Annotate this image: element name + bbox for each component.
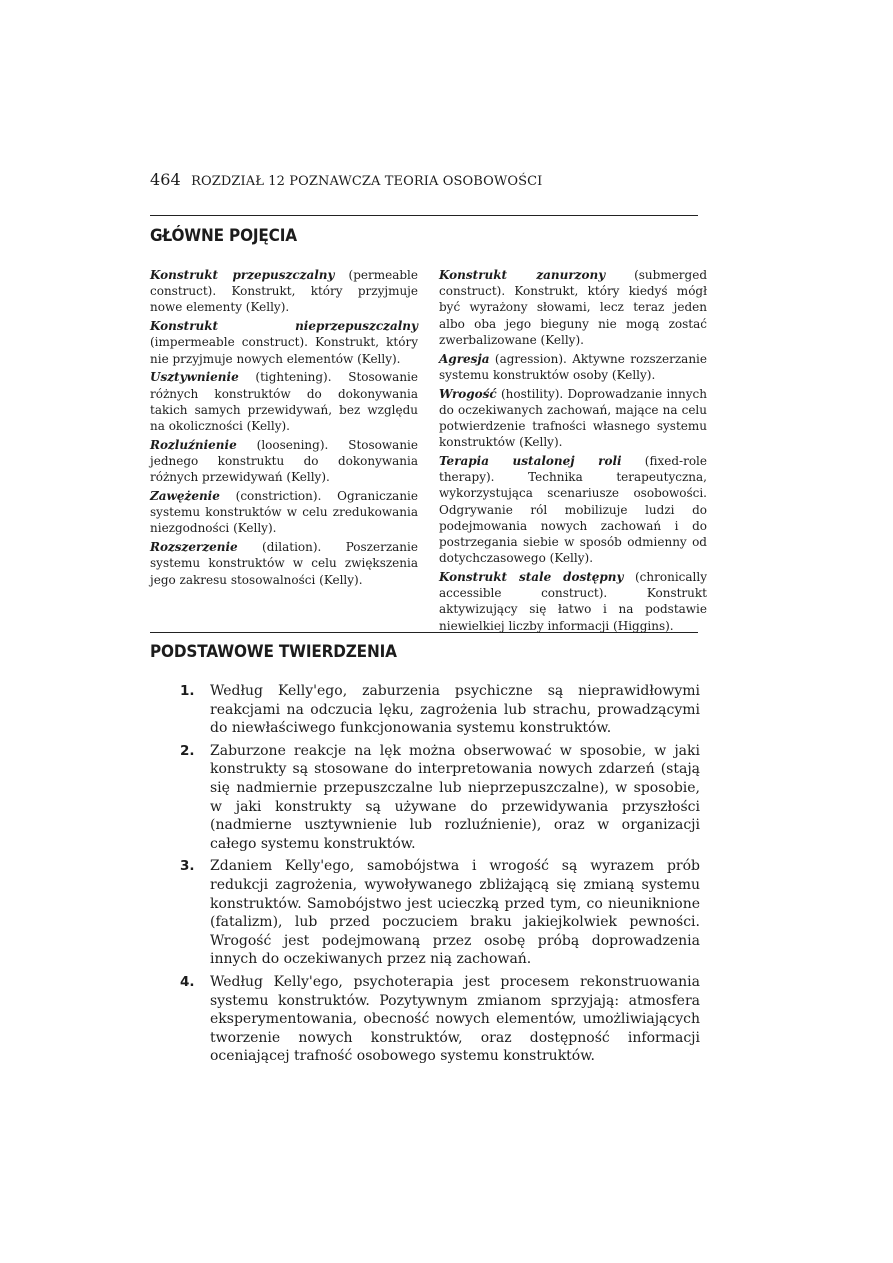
running-title: ROZDZIAŁ 12 POZNAWCZA TEORIA OSOBOWOŚCI xyxy=(191,174,543,189)
glossary-term: Rozluźnienie xyxy=(150,437,237,452)
glossary-entry xyxy=(439,386,707,451)
thesis-number: 3. xyxy=(180,858,195,875)
glossary-entry xyxy=(150,369,418,434)
glossary-left-column xyxy=(150,267,418,590)
glossary-definition: (permeable construct). Konstrukt, który przyjmuje nowe elementy (Kelly). xyxy=(150,268,418,315)
glossary-term: Konstrukt przepuszczalny xyxy=(150,268,335,282)
glossary-term: Agresja xyxy=(439,351,490,366)
glossary-term: Terapia ustalonej roli xyxy=(439,454,622,469)
page-number: 464 xyxy=(150,170,181,189)
glossary-definition: (submerged construct). Konstrukt, który kiedyś mógł być wyrażony słowami, lecz teraz jeden albo oba jego bieguny nie mogą zostać zwerbalizowane (Kelly). xyxy=(439,268,707,347)
thesis-text: Zaburzone reakcje na lęk można obserwować w sposobie, w jaki konstrukty są stosowane do interpretowania nowych zdarzeń (stają się nadmiernie przepuszczalne lub nieprzepuszczalne), w sposobie, w jaki konstrukty są używane do przewidywania przyszłości (nadmierne usztywnienie lub rozluźnienie), oraz w organizacji całego systemu konstruktów. xyxy=(210,742,700,852)
glossary-definition: (tightening). Stosowanie różnych konstruktów do dokonywania takich samych przewidywań, bez względu na okoliczności (Kelly). xyxy=(150,370,418,434)
glossary-term: Rozszerzenie xyxy=(150,540,238,555)
glossary-term: Wrogość xyxy=(439,386,497,401)
glossary-entry xyxy=(439,453,707,566)
thesis-number: 2. xyxy=(180,742,195,759)
glossary-term: Zawężenie xyxy=(150,489,220,504)
glossary-entry xyxy=(150,437,418,486)
glossary-heading: GŁÓWNE POJĘCIA xyxy=(150,226,297,246)
glossary-definition: (chronically accessible construct). Konstrukt aktywizujący się łatwo i na podstawie niewielkiej liczby informacji (Higgins). xyxy=(439,570,707,633)
glossary-definition: (constriction). Ograniczanie systemu konstruktów w celu zredukowania niezgodności (Kelly). xyxy=(150,489,418,536)
glossary-term: Konstrukt stale dostępny xyxy=(439,570,624,585)
glossary-definition: (loosening). Stosowanie jednego konstruktu do dokonywania różnych przewidywań (Kelly). xyxy=(150,437,418,485)
glossary-entry xyxy=(150,318,418,367)
thesis-item xyxy=(180,973,700,1066)
glossary-entry xyxy=(439,351,707,383)
glossary-term: Konstrukt nieprzepuszczalny xyxy=(150,319,418,334)
glossary-entry xyxy=(150,539,418,588)
glossary-entry xyxy=(439,569,707,634)
thesis-text: Zdaniem Kelly'ego, samobójstwa i wrogość są wyrazem prób redukcji zagrożenia, wywoływanego zbliżającą się zmianą systemu konstruktów. Samobójstwo jest ucieczką przed tym, co nieuniknione (fatalizm), lub przed poczuciem braku jakiejkolwiek pewności. Wrogość jest podejmowaną przez osobę próbą doprowadzenia innych do oczekiwanych przez nią zachowań. xyxy=(210,858,700,968)
thesis-item xyxy=(180,742,700,854)
thesis-item xyxy=(180,682,700,738)
thesis-number: 4. xyxy=(180,973,195,990)
glossary-entry xyxy=(439,267,707,348)
thesis-text: Według Kelly'ego, psychoterapia jest procesem rekonstruowania systemu konstruktów. Pozytywnym zmianom sprzyjają: atmosfera eksperymentowania, obecność nowych elementów, umożliwiających tworzenie nowych konstruktów, oraz dostępność informacji oceniającej trafność osobowego systemu konstruktów. xyxy=(210,973,700,1065)
thesis-text: Według Kelly'ego, zaburzenia psychiczne są nieprawidłowymi reakcjami na odczucia lęku, zagrożenia lub strachu, prowadzącymi do niewłaściwego funkcjonowania systemu konstruktów. xyxy=(210,683,700,737)
glossary-entry xyxy=(150,488,418,537)
thesis-item xyxy=(180,857,700,969)
glossary-definition: (hostility). Doprowadzanie innych do oczekiwanych zachowań, mające na celu potwierdzenie trafności własnego systemu konstruktów (Kelly). xyxy=(439,386,707,450)
glossary-entry xyxy=(150,267,418,316)
glossary-definition: (impermeable construct). Konstrukt, który nie przyjmuje nowych elementów (Kelly). xyxy=(150,335,418,366)
section-rule-bottom xyxy=(150,632,698,633)
glossary-term: Usztywnienie xyxy=(150,370,239,385)
theses-heading: PODSTAWOWE TWIERDZENIA xyxy=(150,642,397,662)
running-head xyxy=(150,170,710,189)
glossary-term: Konstrukt zanurzony xyxy=(439,268,606,282)
theses-list xyxy=(180,682,700,1070)
glossary-right-column xyxy=(439,267,707,636)
glossary-definition: (agression). Aktywne rozszerzanie systemu konstruktów osoby (Kelly). xyxy=(439,351,707,382)
thesis-number: 1. xyxy=(180,683,195,699)
glossary-definition: (fixed-role therapy). Technika terapeutyczna, wykorzystująca scenariusze osobowości. Odgrywanie ról mobilizuje ludzi do podejmowania nowych zachowań i do postrzegania siebie w sposób odmienny od dotychczasowego (Kelly). xyxy=(439,454,707,566)
section-rule-top xyxy=(150,215,698,216)
glossary-definition: (dilation). Poszerzanie systemu konstruktów w celu zwiększenia jego zakresu stosowalności (Kelly). xyxy=(150,540,418,587)
